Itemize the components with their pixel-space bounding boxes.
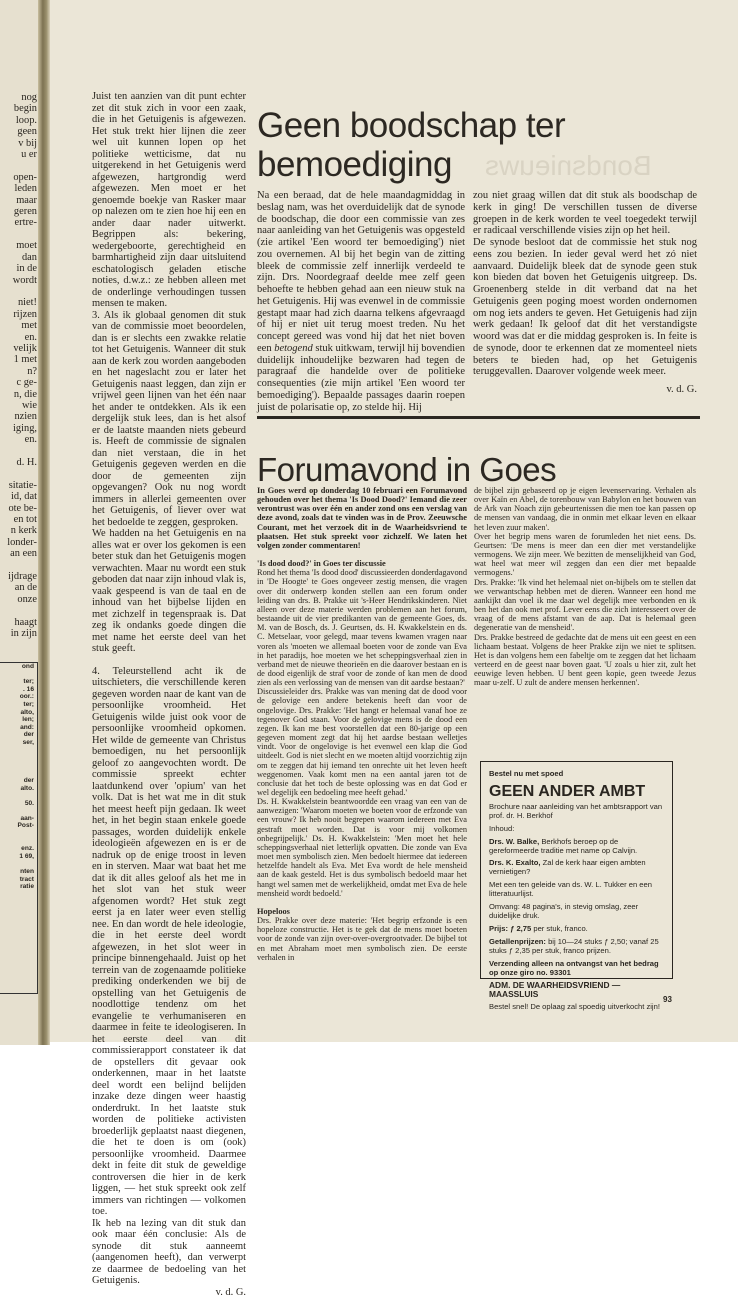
paragraph: De synode besloot dat de commissie het stuk nog eens zou bezien. In ieder geval werd het zó niet aanvaard. Duidelijk bleek dat de synode geen stuk kon bieden dat boven het Getuigenis uitgreep. Ds. Groenenberg stelde in dit verband dat na het Getuigenis geen poging moest worden ondernomen om nog iets anders te geven. Het Getuigenis had zijn werk gedaan! Ik geloof dat dit het verstandigste woord was dat er die middag gesproken is. In feite is de synode, door te erkennen dat ze momenteel niets beters te bieden had, op het Getuigenis teruggevallen. Daarover volgende week meer. bbox=[473, 237, 697, 378]
paragraph: Rond het thema 'Is dood dood' discussieerden donderdagavond in 'De Hoogte' te Goes ongeveer zestig mensen, die vragen over dit onderwerp konden stellen aan een forum onder leiding van drs. B. Prakke uit 's-Heer Hendrikskinderen. Niet alleen over deze materie werden problemen aan het forum, bestaande uit de vier predikanten van de gemeente Goes, ds. M. van de Bosch, ds. J. Geurtsen, ds. H. Kwakkelstein en ds. C. Metselaar, voor gelegd, maar tevens kwamen vragen naar voren als 'moeten we allemaal boeten voor de zonde van Eva in het paradijs, hoe moeten we het scheppingsverhaal zien in verband met de nieuwe theorieën en die daarover bestaan en is de dood eigenlijk de straf voor de zonde of kan men de dood zien als een verlossing van de mensen van dit aardse bestaan?' bbox=[257, 568, 467, 687]
ad-item-title: Zal de kerk haar eigen ambten vernietigen? bbox=[489, 858, 646, 876]
paragraph: de bijbel zijn gebaseerd op je eigen levenservaring. Verhalen als over Kaïn en Abel, de torenbouw van Babylon en het bouwen van de Ark van Noach zijn gebeurtenissen die men toe kan passen op de mensen van vandaag, die in onmin met elkaar leven en elkaar het leven zuur maken'. bbox=[474, 486, 696, 532]
subheading: 'Is dood dood?' in Goes ter discussie bbox=[257, 559, 467, 568]
ad-headline: GEEN ANDER AMBT bbox=[489, 783, 665, 801]
paragraph bbox=[257, 190, 465, 413]
book-gutter bbox=[38, 0, 50, 1045]
ad-publisher: ADM. DE WAARHEIDSVRIEND — MAASSLUIS bbox=[489, 981, 665, 999]
article-intro: In Goes werd op donderdag 10 februari een Forumavond gehouden over het thema 'Is Dood Dood?' Iemand die zeer verontrust was over één en ander zond ons een verslag van deze avond, zoals dat te vinden was in de Prov. Zeeuwsche Courant, met het verzoek dit in de Waarheidsvriend te plaatsen. Het stuk spreekt voor zichzelf. We laten het volgen zonder commentaren! bbox=[257, 486, 467, 550]
paragraph: Ik heb na lezing van dit stuk dan ook maar één conclusie: Als de synode dit stuk aanneemt (aangenomen heeft), dan verwerpt ze daarmee de bedoeling van het Getuigenis. bbox=[92, 1218, 246, 1287]
article-title: Geen boodschap ter bemoediging bbox=[257, 106, 587, 184]
author-signature: v. d. G. bbox=[92, 1287, 246, 1298]
article-column-1 bbox=[257, 486, 467, 962]
article-column-2 bbox=[474, 486, 696, 687]
article-column-2 bbox=[473, 190, 697, 396]
ad-contents-label: Inhoud: bbox=[489, 825, 665, 834]
left-column-article-continuation bbox=[92, 91, 246, 1298]
previous-page-text-fragments: nog begin loop. geen v bij u er open- leden maar geren ertre- moet dan in de wordt niet! rijzen met en. velijk 1 met n? c ge- n, die wie nzien iging, en. d. H. sitatie- id, dat ote be- en tot n kerk londer- an een ijdrage an de onze haagt in zijn bbox=[0, 92, 37, 652]
paragraph: 3. Als ik globaal genomen dit stuk van de commissie moet beoordelen, dan is er slechts een zwakke relatie tot het Getuigenis. Wanneer dit stuk aan de kerk zou worden aangeboden en het nageslacht zou er later het Getuigenis naast leggen, dan zijn er vrijwel geen lijnen van het één naar het ander te ontdekken. Als ik een dergelijk stuk lees, dan is het alsof er de laatste maanden niets gebeurd is. Heeft de commissie de signalen dan niet verstaan, die in het Getuigenis gegeven werden en die door de gemeenten zijn opgevangen? Ook nu nog wordt immers in allerlei gemeenten over het Getuigenis, of liever over wat het bedoelde te zeggen, gesproken. bbox=[92, 310, 246, 529]
ad-item-author: Drs. K. Exalto, bbox=[489, 858, 540, 867]
ad-price bbox=[489, 925, 665, 934]
bulk-price-text: bij 10—24 stuks ƒ 2,50; vanaf 25 stuks ƒ 2,35 per stuk, franco prijzen. bbox=[489, 937, 659, 955]
ad-bulk-price bbox=[489, 938, 665, 956]
paragraph: Over het begrip mens waren de forumleden het niet eens. Ds. Geurtsen: 'De mens is meer dan een dier met verstandelijke vermogens. We zijn meer. We bezitten de menselijkheid van God, wat heel wat meer wil zeggen dan een dier met bepaalde vermogens.' bbox=[474, 532, 696, 578]
paragraph: Ds. H. Kwakkelstein beantwoordde een vraag van een van de aanwezigen: 'Waarom moeten we boeten voor de erfzonde van een vrouw? Ik heb nooit begrepen waarom iedereen met Eva gestraft moet worden. Dat is voor mij volkomen onbegrijpelijk.' Ds. H. Kwakkelstein: 'Men moet het hele scheppingsverhaal niet letterlijk opvatten. Die zonde van Eva moet men symbolisch zien. Men bedoelt hiermee dat iedereen hetzelfde handelt als Eva. Met Eva wordt de hele mensheid aan de kaak gesteld. Het is dus symbolisch bedoeld maar het hangt wel samen met de werkelijkheid, omdat met Eva de hele mensheid wordt bedoeld.' bbox=[257, 797, 467, 898]
paragraph: Drs. Prakke: 'Ik vind het helemaal niet on-bijbels om te stellen dat we verwantschap hebben met de dieren. Wanneer een hond me aankijkt dan voel ik me daar wel degelijk mee verbonden en ik ben het dan ook met prof. Lever eens die zich interesseert over de vraag of de mens afstamt van de aap. Dat is helemaal geen degeneratie van de mensheid'. bbox=[474, 578, 696, 633]
author-signature: v. d. G. bbox=[473, 384, 697, 396]
paragraph: Drs. Prakke over deze materie: 'Het begrip erfzonde is een hopeloze constructie. Het is te gek dat de mens moet boeten voor de zonde van zijn over-over-overgrootvader. De bijbel tot en met Abraham moet men symbolisch zien. De eerste verhalen in bbox=[257, 916, 467, 962]
ad-foreword: Met een ten geleide van ds. W. L. Tukker en een litteratuurlijst. bbox=[489, 881, 665, 899]
section-divider bbox=[257, 416, 700, 419]
ad-size: Omvang: 48 pagina's, in stevig omslag, zeer duidelijke druk. bbox=[489, 903, 665, 921]
price-value: ƒ 2,75 bbox=[508, 924, 531, 933]
show-through-heading: Bondsnieuws bbox=[485, 150, 652, 182]
ad-item bbox=[489, 838, 665, 856]
paragraph: zou niet graag willen dat dit stuk als boodschap de kerk in ging! De verschillen tussen de diverse groepen in de kerk worden te veel toegedekt terwijl er radicaal verschillende visies zijn op het heil. bbox=[473, 190, 697, 237]
text-run: Na een beraad, dat de hele maandagmiddag in beslag nam, was het overduidelijk dat de synode de boodschap, die door een commissie van zes naar aanleiding van het Getuigenis was opgesteld (zie artikel 'Een woord ter bemoediging') niet zou overnemen. Al bij het begin van de zitting bleek de commissie zelf innerlijk verdeeld te zijn. Drs. Noordegraaf deelde mee zelf geen behoefte te hebben gehad aan een nieuw stuk na het Getuigenis. Hij was evenwel in de commissie gestapt maar had zich daarna telkens afgevraagd of hij er niet uit terug moest treden. Nu het concept gereed was vond hij dat het niet boven een bbox=[257, 190, 465, 354]
bulk-price-label: Getallenprijzen: bbox=[489, 937, 546, 946]
page-number: 93 bbox=[663, 995, 672, 1004]
paragraph: Discussieleider drs. Prakke was van mening dat de dood voor de gelovige een andere betekenis heeft dan voor de ongelovige. Drs. Prakke: 'Het hangt er helemaal vanaf hoe ze tegenover God staan. Voor de gelovige mens is de dood een zegen. Ik kan me best voorstellen dat een 80-jarige op een gegeven moment zegt dat hij het aardse bestaan welletjes vindt. Voor de ongelovige is het evenwel een klap die God uitdeelt. God is niet slecht en we moeten altijd voorzichtig zijn om te zeggen dat hij iemand ten onrechte uit het leven heeft weggenomen. Vaak komt men na een aantal jaren tot de conclusie dat het toch de beste oplossing was en dat God er wel degelijk een bedoeling mee heeft gehad.' bbox=[257, 687, 467, 797]
ad-item bbox=[489, 859, 665, 877]
text-run: stuk uitkwam, terwijl hij bovendien duidelijk inhoudelijke bezwaren had tegen de paragraaf die handelde over de politieke consequenties (zie mijn artikel 'Een woord ter bemoediging'). Bepaalde passages daarin roepen juist de polarisatie op, zo stelde hij. Hij bbox=[257, 343, 465, 413]
paragraph: Drs. Prakke bestreed de gedachte dat de mens uit een geest en een lichaam bestaat. Volgens de heer Prakke zijn we niet te splitsen. Het is dan volgens hem een fabeltje om te zeggen dat het lichaam verteerd en de geest naar boven gaat. 'U zoals u hier zit, zult het eeuwige leven hebben. U bent geen kopie, geen tweede Jezus maar u-zelf. U zult de andere mensen herkennen'. bbox=[474, 633, 696, 688]
paragraph: 4. Teleurstellend acht ik de uitschieters, die verschillende keren gegeven worden naar de kant van de persoonlijke vroomheid. Het Getuigenis wilde juist ook voor de persoonlijke vroomheid opkomen. Het wilde de gemeente van Christus bemoedigen, nu het persoonlijk geloof zo aangevochten wordt. De commissie spreekt echter laatdunkend over 'opium' van het volk. Dat is het wat me in dit stuk het meest heeft pijn gedaan. Ik weet het, in het begin staan enkele goede passages, worden duidelijk enkele ideologieën afgewezen en is er de nadruk op de enige troost in leven en in sterven. Maar wat baat het me dat ik dit alles geloof als het me in het slot van het stuk weer afgenomen wordt? Het stuk zegt eerst ja en later weer even stellig nee. En dan wordt de hele ideologie, die in het eerste deel wordt afgewezen, in het slot weer in principe binnengehaald. Juist op het terrein van de zogenaamde politieke prediking onderkenden we bij de opstelling van het Getuigenis de noodlottige tendenz om het evangelie te verhumaniseren en daarmee in feite te ideologiseren. In het eerste deel van dit commissierapport constateer ik dat de opstellers dit gevaar ook onderkennen, maar in het laatste deel wordt een belijnd belijden inzake deze dingen weer haastig onderdrukt. In het laatste stuk worden de politieke activisten broederlijk geplaatst naast diegenen, die het te doen is om (ook) persoonlijke vroomheid. Daarmee dekt in feite dit stuk de geweldige controversen die hier in de kerk liggen, — het stuk spreekt ook zelf immers van richtingen — volkomen toe. bbox=[92, 666, 246, 1218]
article-column-1 bbox=[257, 190, 465, 413]
paragraph: We hadden na het Getuigenis en na alles wat er over los gekomen is een beter stuk dan het Getuigenis mogen verwachten. Maar nu wordt een stuk geboden dat naar zijn inhoud vlak is, vaak gespeend is van de taal en de inhoud van het bijbelse lijden en met zichzelf in tegenspraak is. Dat zeg ik ondanks goede dingen die met name het eerste deel van het stuk geeft. bbox=[92, 528, 246, 655]
price-label: Prijs: bbox=[489, 924, 508, 933]
ad-description: Brochure naar aanleiding van het ambtsrapport van prof. dr. H. Berkhof bbox=[489, 803, 665, 821]
previous-page-box-fragments: ond ter; . 16 oor.: ter; alto, len; and: der ser, der alto. 50. aan- Post- enz. 1 69, nten tract ratie bbox=[0, 662, 38, 994]
price-note: per stuk, franco. bbox=[531, 924, 588, 933]
paragraph: Juist ten aanzien van dit punt echter zet dit stuk zich in voor een zaak, die in het Getuigenis is afgewezen. Het stuk trekt hier lijnen die zeer wel uit kunnen lopen op het politieke wetticisme, dat nu uitgerekend in het Getuigenis werd afgewezen, hartgrondig werd afgewezen. Men moet er het genoemde boekje van Rasker maar op nalezen om te zien hoe hij een en ander daar nader uitwerkt. Begrippen als: bekering, wedergeboorte, gerechtigheid en barmhartigheid zijn daar uitsluitend eschatologisch geladen etische noties, d.w.z.: ze hebben alleen met de onderlinge verhoudingen tussen mensen te maken. bbox=[92, 91, 246, 310]
ad-item-author: Drs. W. Balke, bbox=[489, 837, 539, 846]
italic-text: betogend bbox=[274, 343, 313, 354]
subheading: Hopeloos bbox=[257, 907, 467, 916]
advertisement-box bbox=[480, 761, 673, 979]
article-title: Forumavond in Goes bbox=[257, 452, 556, 488]
ad-kicker: Bestel nu met spoed bbox=[489, 770, 665, 779]
ad-item-title: Berkhofs beroep op de gereformeerde traditie met name op Calvijn. bbox=[489, 837, 637, 855]
ad-shipping: Verzending alleen na ontvangst van het bedrag op onze giro no. 93301 bbox=[489, 960, 665, 978]
ad-closing: Bestel snel! De oplaag zal spoedig uitverkocht zijn! bbox=[489, 1003, 665, 1012]
